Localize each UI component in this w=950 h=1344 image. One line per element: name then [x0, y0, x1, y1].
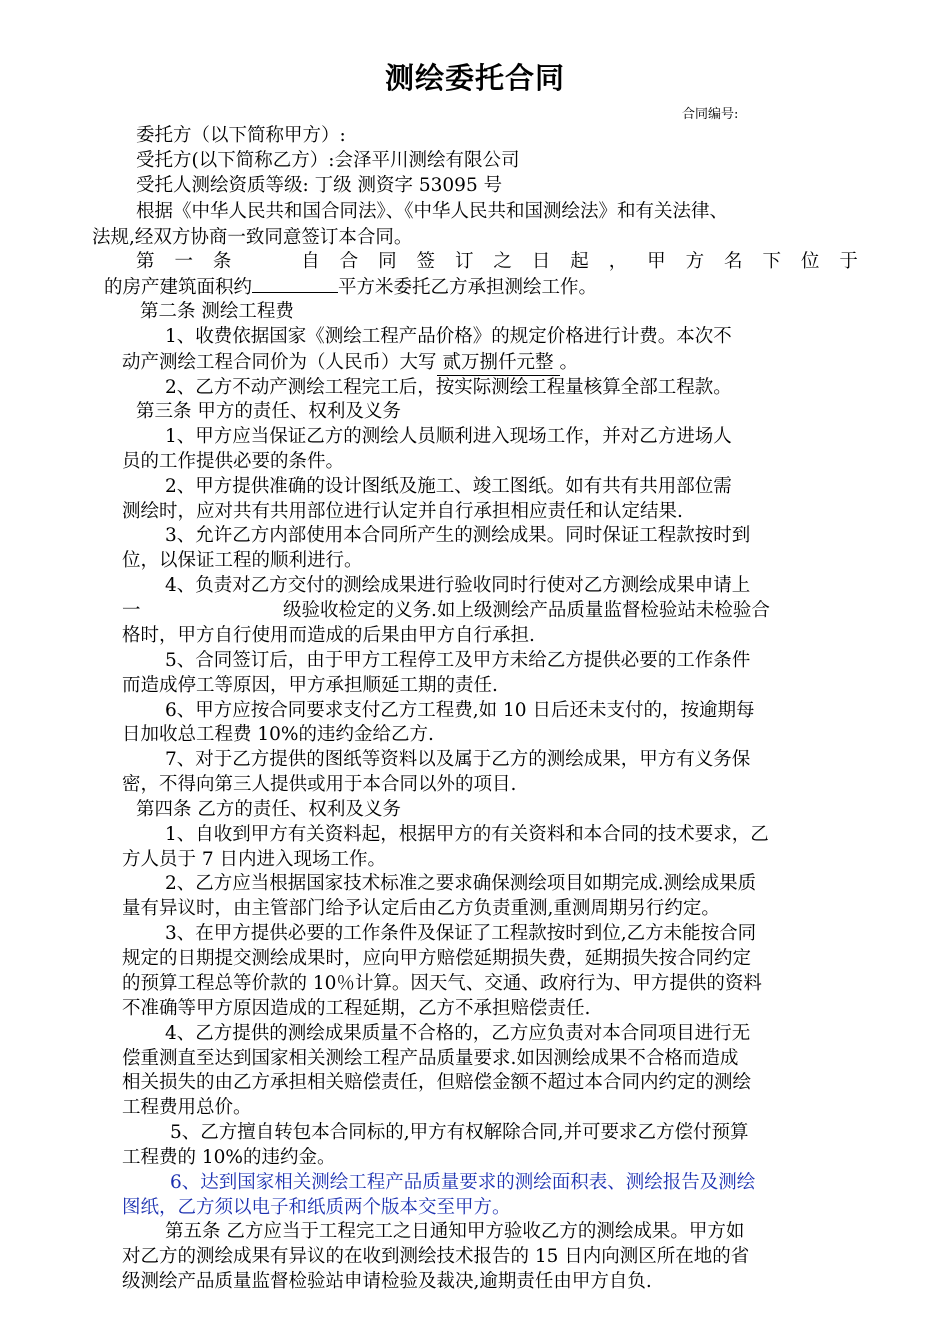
- article-2-p1-line-2: [122, 350, 578, 376]
- preamble-line-2: 法规,经双方协商一致同意签订本合同。: [92, 227, 413, 248]
- article-5-line-3: 级测绘产品质量监督检验站申请检验及裁决,逾期责任由甲方自负.: [122, 1271, 652, 1292]
- article-1-char: 名: [724, 251, 743, 272]
- article-4-p1-line-2: 方人员于 7 日内进入现场工作。: [122, 849, 387, 870]
- area-suffix: 平方米委托乙方承担测绘工作。: [338, 277, 598, 298]
- contract-number-label: 合同编号:: [682, 107, 739, 122]
- article-2-heading: 第二条 测绘工程费: [140, 301, 294, 322]
- article-3-p1-line-1: 1、甲方应当保证乙方的测绘人员顺利进入现场工作，并对乙方进场人: [165, 426, 732, 447]
- article-3-p4-line-1: 4、负责对乙方交付的测绘成果进行验收同时行使对乙方测绘成果申请上: [165, 575, 751, 596]
- contract-amount: 贰万捌仟元整: [437, 350, 560, 376]
- article-4-p1-line-1: 1、自收到甲方有关资料起，根据甲方的有关资料和本合同的技术要求，乙: [165, 824, 769, 845]
- article-3-p6-line-2: 日加收总工程费 10%的违约金给乙方.: [122, 724, 434, 745]
- article-4-p4-line-4: 工程费用总价。: [122, 1097, 252, 1118]
- article-4-p2-line-2: 量有异议时，由主管部门给予认定后由乙方负责重测,重测周期另行约定。: [122, 898, 720, 919]
- article-4-p5-line-2: 工程费的 10%的违约金。: [122, 1147, 336, 1168]
- article-3-p1-line-2: 员的工作提供必要的条件。: [122, 451, 345, 472]
- article-4-p4-line-3: 相关损失的由乙方承担相关赔偿责任，但赔偿金额不超过本合同内约定的测绘: [122, 1072, 752, 1093]
- article-4-p3-line-2: 规定的日期提交测绘成果时，应向甲方赔偿延期损失费，延期损失按合同约定: [122, 948, 752, 969]
- contract-price-label: 动产测绘工程合同价为（人民币）大写: [122, 352, 437, 373]
- article-1-char: 位: [800, 251, 820, 272]
- article-3-p7-line-2: 密，不得向第三人提供或用于本合同以外的项目.: [122, 774, 517, 795]
- document-title: 测绘委托合同: [384, 61, 565, 95]
- article-1-char: ，: [608, 251, 628, 272]
- article-4-p6-line-2: 图纸，乙方须以电子和纸质两个版本交至甲方。: [122, 1197, 511, 1218]
- article-3-p4-line-2a: 一: [122, 600, 141, 621]
- article-4-p3-line-4: 不准确等甲方原因造成的工程延期，乙方不承担赔偿责任.: [122, 998, 591, 1019]
- article-1-line-2: [104, 274, 597, 300]
- article-3-p4-line-3: 格时，甲方自行使用而造成的后果由甲方自行承担.: [122, 625, 535, 646]
- article-1-char: 方: [685, 251, 705, 272]
- article-3-heading: 第三条 甲方的责任、权利及义务: [136, 401, 401, 422]
- article-3-p5-line-1: 5、合同签订后，由于甲方工程停工及甲方未给乙方提供必要的工作条件: [165, 650, 751, 671]
- article-1-char: 一: [174, 251, 193, 272]
- qualification-line: 受托人测绘资质等级: 丁级 测资字 53095 号: [136, 175, 503, 196]
- article-4-p2-line-1: 2、乙方应当根据国家技术标准之要求确保测绘项目如期完成.测绘成果质: [165, 873, 757, 894]
- article-2-p2: 2、乙方不动产测绘工程完工后，按实际测绘工程量核算全部工程款。: [165, 377, 732, 398]
- article-1-char: 条: [212, 251, 232, 272]
- article-4-heading: 第四条 乙方的责任、权利及义务: [136, 799, 401, 820]
- article-1-char: 签: [416, 251, 436, 272]
- area-prefix: 的房产建筑面积约: [104, 277, 253, 298]
- article-5-line-1: 第五条 乙方应当于工程完工之日通知甲方验收乙方的测绘成果。甲方如: [165, 1221, 745, 1242]
- article-1-line-1: [136, 249, 858, 274]
- article-4-p6-line-1: 6、达到国家相关测绘工程产品质量要求的测绘面积表、测绘报告及测绘: [170, 1172, 756, 1193]
- article-4-p4-line-2: 偿重测直至达到国家相关测绘工程产品质量要求.如因测绘成果不合格而造成: [122, 1048, 739, 1069]
- article-4-p4-line-1: 4、乙方提供的测绘成果质量不合格的，乙方应负责对本合同项目进行无: [165, 1023, 751, 1044]
- party-b-line: 受托方(以下简称乙方）:会泽平川测绘有限公司: [136, 150, 520, 171]
- article-1-char: 下: [762, 251, 781, 272]
- contract-amount-end: 。: [559, 352, 579, 373]
- article-4-p3-line-3: 的预算工程总等价款的 10％计算。因天气、交通、政府行为、甲方提供的资料: [122, 973, 762, 994]
- article-1-char: 同: [378, 251, 397, 272]
- article-1-char: 自: [301, 251, 320, 272]
- article-3-p7-line-1: 7、对于乙方提供的图纸等资料以及属于乙方的测绘成果，甲方有义务保: [165, 749, 751, 770]
- party-a-line: 委托方（以下简称甲方）:: [136, 125, 346, 146]
- article-3-p3-line-1: 3、允许乙方内部使用本合同所产生的测绘成果。同时保证工程款按时到: [165, 525, 751, 546]
- article-4-p5-line-1: 5、乙方擅自转包本合同标的,甲方有权解除合同,并可要求乙方偿付预算: [170, 1122, 749, 1143]
- article-3-p4-line-2b: 级验收检定的义务.如上级测绘产品质量监督检验站未检验合: [283, 600, 770, 621]
- article-3-p6-line-1: 6、甲方应按合同要求支付乙方工程费,如 10 日后还未支付的，按逾期每: [165, 700, 755, 721]
- article-1-char: 之: [493, 251, 512, 272]
- article-1-char: 甲: [647, 251, 666, 272]
- article-2-p1-line-1: 1、收费依据国家《测绘工程产品价格》的规定价格进行计费。本次不: [165, 326, 732, 347]
- area-blank: [252, 274, 338, 293]
- article-3-p2-line-1: 2、甲方提供准确的设计图纸及施工、竣工图纸。如有共有共用部位需: [165, 476, 732, 497]
- article-1-char: 合: [339, 251, 359, 272]
- article-1-char: 于: [839, 251, 858, 272]
- article-5-line-2: 对乙方的测绘成果有异议的在收到测绘技术报告的 15 日内向测区所在地的省: [122, 1246, 750, 1267]
- preamble-line-1: 根据《中华人民共和国合同法》、《中华人民共和国测绘法》和有关法律、: [136, 201, 729, 222]
- article-3-p2-line-2: 测绘时，应对共有共用部位进行认定并自行承担相应责任和认定结果.: [122, 501, 683, 522]
- article-3-p5-line-2: 而造成停工等原因，甲方承担顺延工期的责任.: [122, 675, 498, 696]
- article-1-char: 日: [531, 251, 551, 272]
- article-1-char: 订: [454, 251, 474, 272]
- article-4-p3-line-1: 3、在甲方提供必要的工作条件及保证了工程款按时到位,乙方未能按合同: [165, 923, 757, 944]
- article-3-p3-line-2: 位，以保证工程的顺利进行。: [122, 550, 363, 571]
- article-1-char: 起: [570, 251, 589, 272]
- article-1-char: 第: [136, 251, 155, 272]
